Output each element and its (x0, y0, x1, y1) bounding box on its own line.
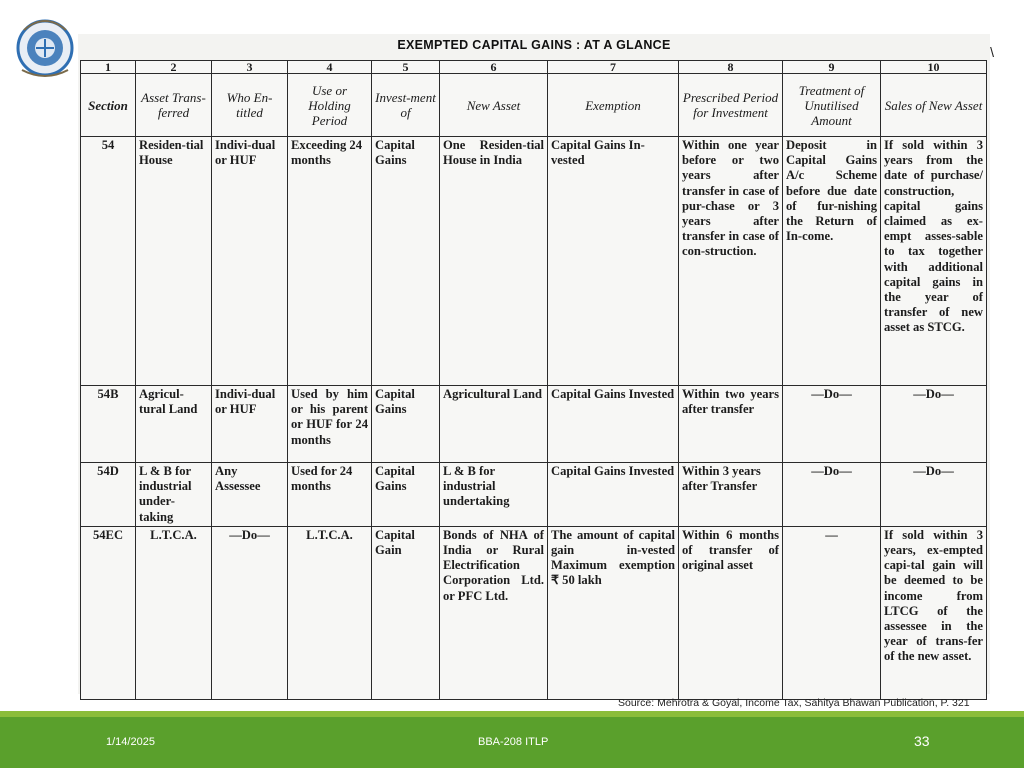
cell-new-asset: L & B for industrial undertaking (440, 463, 548, 527)
col-number: 8 (679, 61, 783, 74)
table-row (81, 463, 987, 527)
table-row (81, 526, 987, 699)
cell-who: —Do— (212, 526, 288, 699)
cell-exemption: Capital Gains In-vested (548, 137, 679, 386)
cell-investment: Capital Gain (372, 526, 440, 699)
cell-period: L.T.C.A. (288, 526, 372, 699)
header-treatment: Treatment of Unutilised Amount (783, 74, 881, 137)
cell-who: Indivi-dual or HUF (212, 137, 288, 386)
column-number-row (81, 61, 987, 74)
cell-who: Any Assessee (212, 463, 288, 527)
header-investment: Invest-ment of (372, 74, 440, 137)
cell-treatment: — (783, 526, 881, 699)
cell-sales: —Do— (881, 463, 987, 527)
document-title: EXEMPTED CAPITAL GAINS : AT A GLANCE (397, 38, 671, 52)
header-who: Who En-titled (212, 74, 288, 137)
cell-section: 54B (81, 386, 136, 463)
cell-investment: Capital Gains (372, 137, 440, 386)
col-number: 4 (288, 61, 372, 74)
cell-prescribed: Within one year before or two years after transfer in case of pur-chase or 3 years after transfer in case of con-struction. (679, 137, 783, 386)
cell-prescribed: Within 3 years after Transfer (679, 463, 783, 527)
slide-number: 33 (914, 733, 930, 749)
col-number: 5 (372, 61, 440, 74)
cell-period: Exceeding 24 months (288, 137, 372, 386)
col-number: 6 (440, 61, 548, 74)
footer-date: 1/14/2025 (106, 736, 155, 748)
cell-prescribed: Within two years after transfer (679, 386, 783, 463)
header-prescribed: Prescribed Period for Investment (679, 74, 783, 137)
cell-prescribed: Within 6 months of transfer of original asset (679, 526, 783, 699)
cell-section: 54D (81, 463, 136, 527)
cell-section: 54EC (81, 526, 136, 699)
cell-section: 54 (81, 137, 136, 386)
header-period: Use or Holding Period (288, 74, 372, 137)
scanned-table-image (78, 34, 994, 694)
exempted-gains-table (80, 60, 987, 700)
slide-footer (0, 717, 1024, 768)
cell-asset: Residen-tial House (136, 137, 212, 386)
cell-exemption: Capital Gains Invested (548, 463, 679, 527)
cell-sales: —Do— (881, 386, 987, 463)
cell-asset: L.T.C.A. (136, 526, 212, 699)
col-number: 2 (136, 61, 212, 74)
cell-new-asset: One Residen-tial House in India (440, 137, 548, 386)
cell-treatment: —Do— (783, 463, 881, 527)
col-number: 10 (881, 61, 987, 74)
cell-new-asset: Bonds of NHA of India or Rural Electrification Corporation Ltd. or PFC Ltd. (440, 526, 548, 699)
cell-treatment: Deposit in Capital Gains A/c Scheme before due date of fur-nishing the Return of In-come. (783, 137, 881, 386)
source-citation: Source: Mehrotra & Goyal, Income Tax, Sahitya Bhawan Publication, P. 321 (618, 697, 970, 709)
col-number: 7 (548, 61, 679, 74)
cell-sales: If sold within 3 years, ex-empted capi-tal gain will be deemed to be income from LTCG of the assessee in the year of trans-fer of the new asset. (881, 526, 987, 699)
cell-sales: If sold within 3 years from the date of purchase/ construction, capital gains claimed as ex-empt asses-sable to tax together with additional capital gains in the year of transfer of new asset as STCG. (881, 137, 987, 386)
cell-asset: L & B for industrial under-taking (136, 463, 212, 527)
header-exemption: Exemption (548, 74, 679, 137)
cell-period: Used for 24 months (288, 463, 372, 527)
footer-course-code: BBA-208 ITLP (478, 736, 549, 748)
col-number: 3 (212, 61, 288, 74)
cell-new-asset: Agricultural Land (440, 386, 548, 463)
cell-treatment: —Do— (783, 386, 881, 463)
col-number: 9 (783, 61, 881, 74)
header-new-asset: New Asset (440, 74, 548, 137)
header-sales: Sales of New Asset (881, 74, 987, 137)
table-row (81, 137, 987, 386)
header-section: Section (81, 74, 136, 137)
cell-asset: Agricul-tural Land (136, 386, 212, 463)
table-row (81, 386, 987, 463)
cell-exemption: Capital Gains Invested (548, 386, 679, 463)
cell-investment: Capital Gains (372, 463, 440, 527)
corner-mark: \ (990, 44, 994, 60)
cell-investment: Capital Gains (372, 386, 440, 463)
header-asset: Asset Trans-ferred (136, 74, 212, 137)
university-seal-icon (14, 10, 76, 80)
cell-who: Indivi-dual or HUF (212, 386, 288, 463)
cell-exemption: The amount of capital gain in-vested Maximum exemption ₹ 50 lakh (548, 526, 679, 699)
cell-period: Used by him or his parent or HUF for 24 months (288, 386, 372, 463)
header-row (81, 74, 987, 137)
col-number: 1 (81, 61, 136, 74)
